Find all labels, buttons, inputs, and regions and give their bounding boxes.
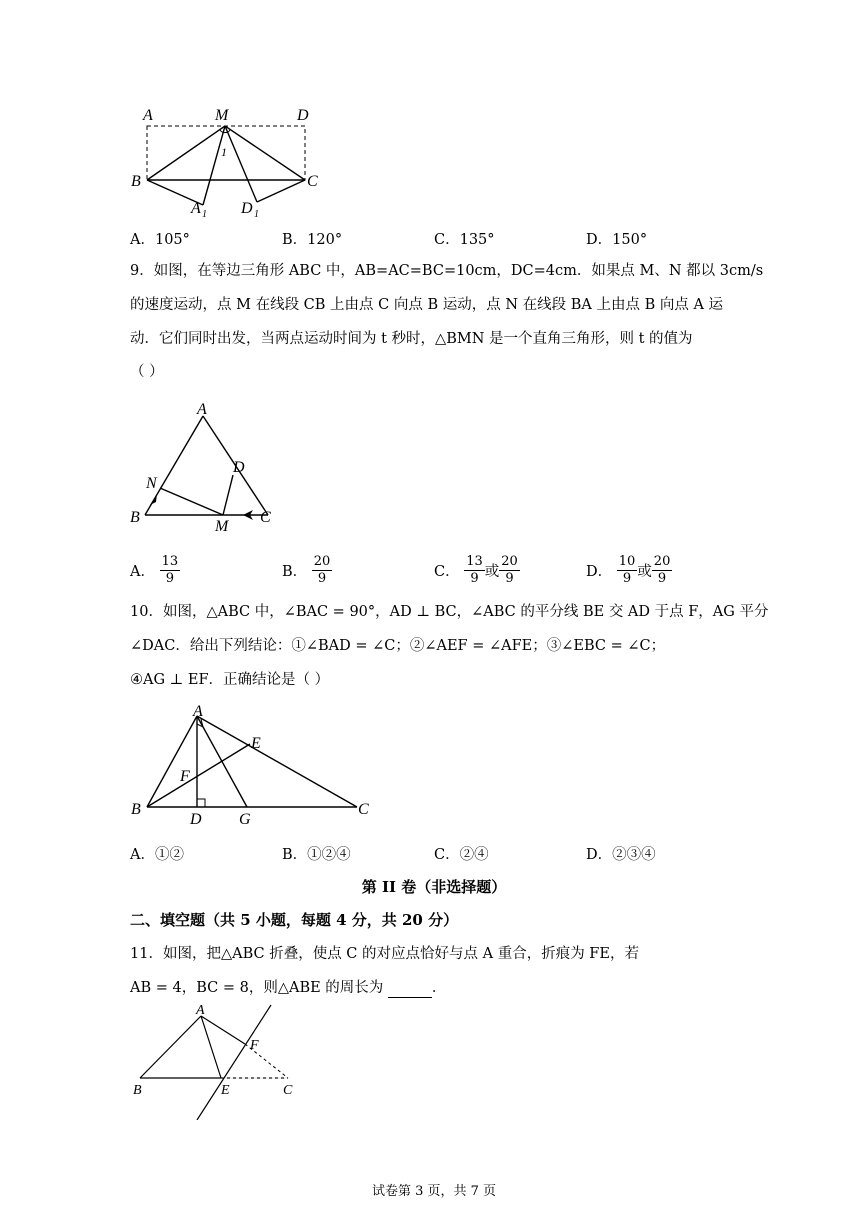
- fig8-label: A: [143, 107, 153, 124]
- q11-condition: AB = 4，BC = 8，则△ABE 的周长为: [130, 980, 384, 996]
- option-value: 150°: [612, 232, 648, 248]
- fraction: $\frac{13}{9}$: [466, 554, 483, 586]
- fig11-label: A: [196, 1003, 205, 1018]
- option-letter: A．: [130, 847, 155, 863]
- fig9-label: M: [215, 518, 229, 535]
- fig11-label: B: [133, 1083, 142, 1098]
- q10-text-line2: ∠DAC．给出下列结论：①∠BAD = ∠C；②∠AEF = ∠AFE；③∠EBC = ∠C；: [130, 638, 666, 654]
- option-letter: D．: [586, 847, 613, 863]
- fig9-label: C: [260, 509, 271, 526]
- q8-option-a[interactable]: [130, 228, 190, 249]
- q9-text-line1: 9．如图，在等边三角形 ABC 中，AB=AC=BC=10cm，DC=4cm．如果点 M、N 都以 3cm/s: [130, 263, 764, 279]
- section-heading: 二、填空题（共 5 小题，每题 4 分，共 20 分）: [130, 911, 459, 929]
- fig9-label: A: [197, 401, 207, 418]
- option-letter: B．: [282, 564, 308, 580]
- fig8-label: B: [131, 173, 141, 190]
- fig10-label: B: [131, 801, 141, 818]
- q10-option-c[interactable]: [434, 843, 489, 864]
- q8-option-b[interactable]: [282, 228, 342, 249]
- q11-text-line1: 11．如图，把△ABC 折叠，使点 C 的对应点恰好与点 A 重合，折痕为 FE，若: [130, 946, 639, 962]
- option-letter: C．: [434, 564, 460, 580]
- fig9-label: N: [146, 475, 157, 492]
- fig10-label: F: [180, 768, 190, 785]
- option-letter: D．: [586, 232, 613, 248]
- fig9-label: B: [130, 509, 140, 526]
- option-value: 120°: [307, 232, 343, 248]
- option-letter: B．: [282, 232, 308, 248]
- fig10-label: A: [193, 703, 203, 720]
- fig8-label: C: [307, 173, 318, 190]
- q11-text-line2: AB = 4，BC = 8，则△ABE 的周长为 ．: [130, 980, 447, 996]
- option-value: ①②: [154, 847, 184, 863]
- fig8-label: 1: [202, 209, 207, 220]
- q8-option-d[interactable]: [586, 228, 647, 249]
- fig11-label: C: [283, 1083, 293, 1098]
- q9-option-a[interactable]: [130, 554, 180, 587]
- fraction: $\frac{10}{9}$: [618, 554, 636, 586]
- fig10-label: C: [358, 801, 369, 818]
- option-letter: C．: [434, 232, 460, 248]
- q9-text-line2: 的速度运动，点 M 在线段 CB 上由点 C 向点 B 运动，点 N 在线段 BA 上由点 B 向点 A 运: [130, 297, 724, 313]
- q8-figure: [125, 100, 335, 225]
- fig8-label: 1: [254, 209, 259, 220]
- q10-option-b[interactable]: [282, 843, 351, 864]
- q10-option-a[interactable]: [130, 843, 184, 864]
- part-title: 第 II 卷（非选择题）: [361, 878, 507, 896]
- option-letter: B．: [282, 847, 308, 863]
- option-letter: A．: [130, 232, 155, 248]
- option-value: ①②④: [307, 847, 351, 863]
- fig11-label: F: [250, 1038, 259, 1053]
- q9-figure: [125, 398, 285, 538]
- option-letter: D．: [586, 564, 613, 580]
- fig11-label: E: [221, 1083, 230, 1098]
- fig10-label: E: [251, 735, 261, 752]
- option-value: 105°: [154, 232, 190, 248]
- fig8-label: M: [215, 107, 229, 124]
- fig8-label: A: [191, 200, 201, 217]
- fig9-label: D: [233, 459, 245, 476]
- answer-blank[interactable]: [388, 983, 432, 998]
- fig10-label: G: [239, 811, 251, 828]
- fig8-label: D: [241, 200, 253, 217]
- q10-text-line1: 10．如图，△ABC 中，∠BAC = 90°，AD ⊥ BC，∠ABC 的平分线 BE 交 AD 于点 F，AG 平分: [130, 604, 769, 620]
- q9-option-d[interactable]: D． $\frac{10}{9}$ 或 $\frac{20}{9}$: [586, 554, 671, 586]
- fig10-label: D: [190, 811, 202, 828]
- q10-option-d[interactable]: [586, 843, 656, 864]
- fig8-label: 1: [221, 145, 227, 159]
- q11-figure: [125, 1000, 315, 1120]
- option-value: ②③④: [612, 847, 656, 863]
- q8-option-c[interactable]: [434, 228, 495, 249]
- option-letter: C．: [434, 847, 460, 863]
- q9-text-line4: （ ）: [130, 364, 164, 380]
- q9-option-b[interactable]: [282, 554, 332, 587]
- q10-text-line3: ④AG ⊥ EF．正确结论是（ ）: [130, 672, 330, 688]
- fraction: $\frac{13}{9}$: [161, 554, 179, 586]
- option-value: 135°: [459, 232, 495, 248]
- fraction: $\frac{20}{9}$: [313, 554, 331, 586]
- fraction: $\frac{20}{9}$: [501, 554, 518, 586]
- q10-figure: [125, 700, 385, 830]
- page-footer: 试卷第 3 页，共 7 页: [371, 1184, 497, 1199]
- option-value: ②④: [459, 847, 489, 863]
- fraction: $\frac{20}{9}$: [653, 554, 671, 586]
- fig8-label: D: [297, 107, 309, 124]
- q9-text-line3: 动．它们同时出发，当两点运动时间为 t 秒时，△BMN 是一个直角三角形，则 t 的值为: [130, 331, 693, 347]
- q9-option-c[interactable]: C． $\frac{13}{9}$ 或 $\frac{20}{9}$: [434, 554, 518, 586]
- option-letter: A．: [130, 564, 155, 580]
